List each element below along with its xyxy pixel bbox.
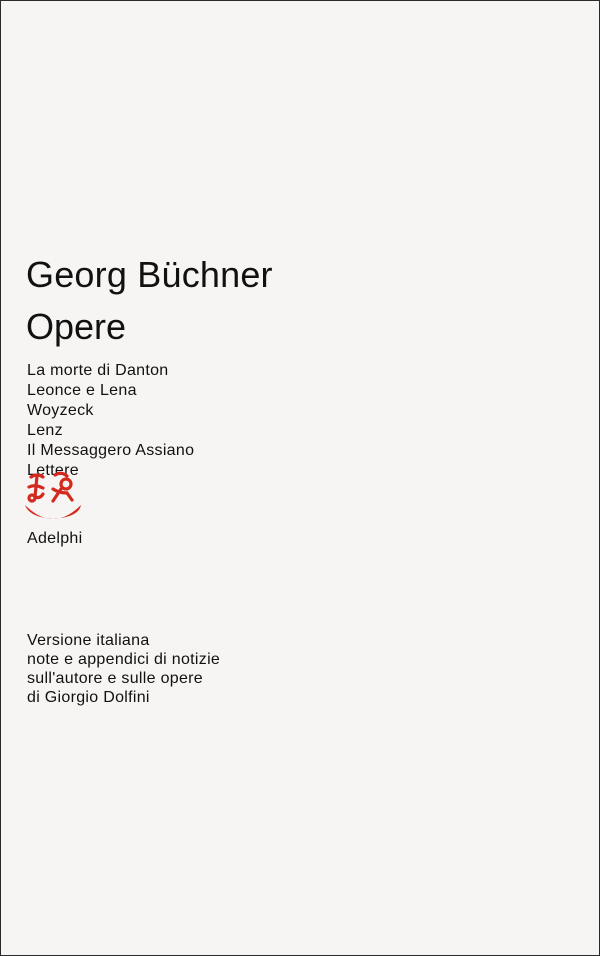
adelphi-logo-icon — [23, 467, 83, 525]
translation-credits — [27, 631, 220, 707]
contents-item: Lettere — [27, 462, 79, 479]
contents-item: Leonce e Lena — [27, 382, 137, 399]
book-title: Opere — [26, 306, 127, 347]
contents-item: Il Messaggero Assiano — [27, 442, 195, 459]
credits-line: Versione italiana — [27, 632, 150, 649]
contents-item: Lenz — [27, 422, 63, 439]
publisher-name: Adelphi — [27, 530, 83, 547]
contents-list — [27, 361, 194, 481]
contents-item: La morte di Danton — [27, 362, 169, 379]
credits-line: di Giorgio Dolfini — [27, 689, 150, 706]
contents-item: Woyzeck — [27, 402, 94, 419]
credits-line: sull'autore e sulle opere — [27, 670, 203, 687]
author-name: Georg Büchner — [26, 254, 273, 295]
credits-line: note e appendici di notizie — [27, 651, 221, 668]
